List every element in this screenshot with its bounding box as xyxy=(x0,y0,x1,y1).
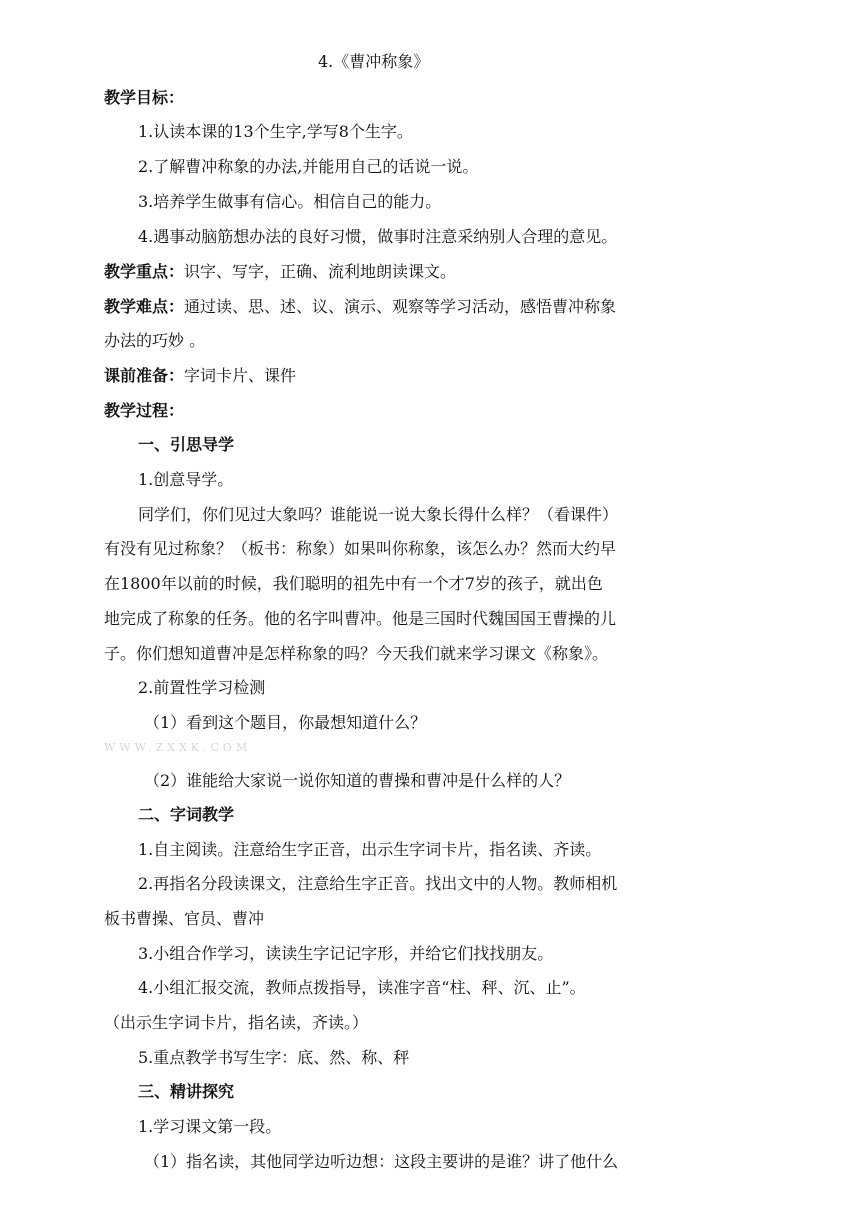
step-item: 4.小组汇报交流，教师点拨指导，读准字音“柱、秤、沉、止”。 xyxy=(138,978,586,997)
step-item: 2.前置性学习检测 xyxy=(138,678,266,697)
step-item: 1.创意导学。 xyxy=(138,470,234,489)
difficulties-label: 教学难点： xyxy=(104,297,185,316)
question-item: （1）看到这个题目，你最想知道什么？ xyxy=(144,713,427,732)
preparation-label: 课前准备： xyxy=(104,366,185,385)
section-title: 二、字词教学 xyxy=(138,805,235,824)
difficulties-continued: 办法的巧妙 。 xyxy=(104,331,206,350)
paragraph-line: 在1800年以前的时候，我们聪明的祖先中有一个才7岁的孩子，就出色 xyxy=(104,574,603,593)
difficulties xyxy=(104,297,616,317)
paragraph-line: 有没有见过称象？（板书：称象）如果叫你称象，该怎么办？然而大约早 xyxy=(104,539,617,558)
step-item: 1.自主阅读。注意给生字正音，出示生字词卡片，指名读、齐读。 xyxy=(138,840,602,859)
objective-item: 2.了解曹冲称象的办法,并能用自己的话说一说。 xyxy=(138,157,479,176)
key-points xyxy=(104,262,456,282)
question-item: （1）指名读，其他同学边听边想：这段主要讲的是谁？讲了他什么 xyxy=(144,1152,619,1171)
preparation xyxy=(104,366,296,386)
watermark: WWW.ZXXK.COM xyxy=(104,741,252,754)
step-item: 5.重点教学书写生字：底、然、称、秤 xyxy=(138,1048,410,1067)
step-item: 2.再指名分段读课文，注意给生字正音。找出文中的人物。教师相机 xyxy=(138,874,618,893)
step-item: 1.学习课文第一段。 xyxy=(138,1117,282,1136)
difficulties-text: 通过读、思、述、议、演示、观察等学习活动，感悟曹冲称象 xyxy=(184,297,617,316)
section-title: 一、引思导学 xyxy=(138,435,235,454)
step-item: 3.小组合作学习，读读生字记记字形，并给它们找找朋友。 xyxy=(138,944,554,963)
objective-item: 3.培养学生做事有信心。相信自己的能力。 xyxy=(138,192,442,211)
step-item-continued: （出示生字词卡片，指名读，齐读。） xyxy=(104,1013,369,1032)
process-heading: 教学过程： xyxy=(104,401,185,420)
objectives-heading: 教学目标： xyxy=(104,88,185,107)
section-title: 三、精讲探究 xyxy=(138,1082,235,1101)
paragraph-line: 子。你们想知道曹冲是怎样称象的吗？今天我们就来学习课文《称象》。 xyxy=(104,644,609,663)
preparation-text: 字词卡片、课件 xyxy=(184,366,297,385)
page-title: 4.《曹冲称象》 xyxy=(318,52,430,71)
objective-item: 1.认读本课的13个生字,学写8个生字。 xyxy=(138,122,413,141)
paragraph-line: 地完成了称象的任务。他的名字叫曹冲。他是三国时代魏国国王曹操的儿 xyxy=(104,609,617,628)
key-points-text: 识字、写字，正确、流利地朗读课文。 xyxy=(184,262,457,281)
step-item-continued: 板书曹操、官员、曹冲 xyxy=(104,909,265,928)
paragraph-line: 同学们，你们见过大象吗？谁能说一说大象长得什么样？（看课件） xyxy=(138,505,619,524)
objective-item: 4.遇事动脑筋想办法的良好习惯，做事时注意采纳别人合理的意见。 xyxy=(138,227,618,246)
key-points-label: 教学重点： xyxy=(104,262,185,281)
question-item: （2）谁能给大家说一说你知道的曹操和曹冲是什么样的人？ xyxy=(144,771,571,790)
